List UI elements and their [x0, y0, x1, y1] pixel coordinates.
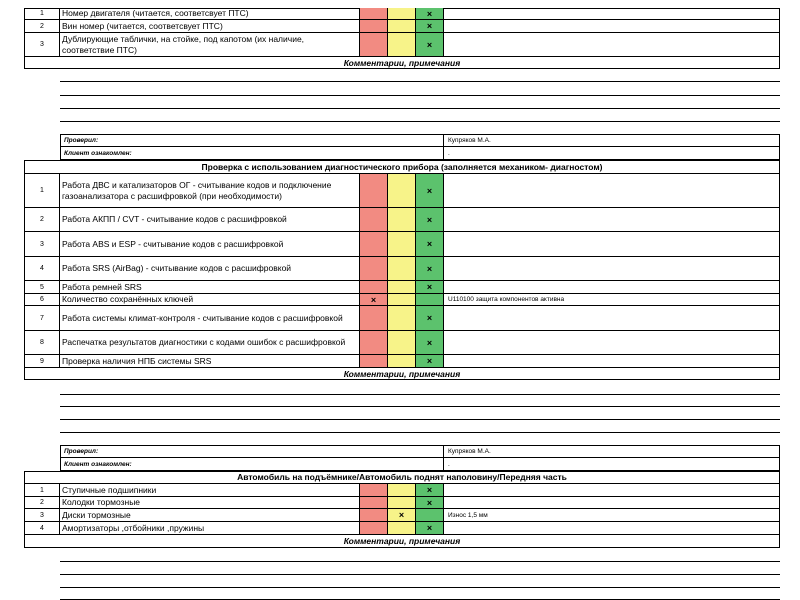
- table-row: [0, 208, 800, 232]
- row-note: [444, 174, 780, 208]
- status-green-cell[interactable]: ×: [416, 20, 444, 33]
- client-ack-label: Клиент ознакомлен:: [60, 147, 444, 160]
- row-note: [444, 522, 780, 535]
- status-red-cell[interactable]: [360, 355, 388, 368]
- row-number: 2: [24, 208, 60, 232]
- comment-line[interactable]: [60, 432, 780, 446]
- status-green-cell[interactable]: ×: [416, 232, 444, 257]
- status-green-cell[interactable]: ×: [416, 522, 444, 535]
- status-green-cell[interactable]: ×: [416, 497, 444, 509]
- status-green-cell[interactable]: ×: [416, 33, 444, 57]
- table-row: [0, 174, 800, 208]
- row-note: [444, 208, 780, 232]
- table-row: [0, 484, 800, 497]
- comment-line[interactable]: [60, 406, 780, 420]
- section-title-diagnostics: Проверка с использованием диагностического прибора (заполняется механиком- диагностом): [24, 160, 780, 174]
- status-yellow-cell[interactable]: [388, 331, 416, 355]
- comment-line[interactable]: [60, 548, 780, 562]
- status-yellow-cell[interactable]: [388, 174, 416, 208]
- comment-line[interactable]: [60, 121, 780, 135]
- status-yellow-cell[interactable]: [388, 8, 416, 20]
- status-yellow-cell[interactable]: [388, 294, 416, 306]
- row-number: 2: [24, 497, 60, 509]
- status-green-cell[interactable]: ×: [416, 174, 444, 208]
- table-row: [0, 8, 800, 20]
- client-ack-row: [0, 458, 800, 471]
- comments-header-row: [0, 57, 800, 69]
- comment-line[interactable]: [60, 95, 780, 109]
- status-red-cell[interactable]: [360, 484, 388, 497]
- status-green-cell[interactable]: ×: [416, 208, 444, 232]
- row-description: Амортизаторы ,отбойники ,пружины: [60, 522, 360, 535]
- row-description: Работа АКПП / CVT - считывание кодов с расшифровкой: [60, 208, 360, 232]
- row-number: 8: [24, 331, 60, 355]
- status-green-cell[interactable]: ×: [416, 306, 444, 331]
- status-green-cell[interactable]: [416, 509, 444, 522]
- checked-by-label: Проверил:: [60, 134, 444, 147]
- row-number: 1: [24, 8, 60, 20]
- row-number: 3: [24, 33, 60, 57]
- status-green-cell[interactable]: [416, 294, 444, 306]
- status-green-cell[interactable]: ×: [416, 355, 444, 368]
- status-yellow-cell[interactable]: [388, 33, 416, 57]
- row-note: U110100 защита компонентов активна: [444, 294, 780, 306]
- row-description: Работа SRS (AirBag) - считывание кодов с расшифровкой: [60, 257, 360, 281]
- row-description: Работа ремней SRS: [60, 281, 360, 294]
- row-number: 2: [24, 20, 60, 33]
- status-red-cell[interactable]: [360, 232, 388, 257]
- status-green-cell[interactable]: ×: [416, 484, 444, 497]
- row-number: 3: [24, 509, 60, 522]
- status-red-cell[interactable]: [360, 208, 388, 232]
- row-description: Распечатка результатов диагностики с кодами ошибок с расшифровкой: [60, 331, 360, 355]
- status-yellow-cell[interactable]: [388, 208, 416, 232]
- row-description: Количество сохранённых ключей: [60, 294, 360, 306]
- status-yellow-cell[interactable]: ×: [388, 509, 416, 522]
- status-red-cell[interactable]: [360, 281, 388, 294]
- client-ack-label: Клиент ознакомлен:: [60, 458, 444, 471]
- status-yellow-cell[interactable]: [388, 257, 416, 281]
- comment-line[interactable]: [60, 574, 780, 588]
- client-ack-row: [0, 147, 800, 160]
- checked-by-row: [0, 445, 800, 458]
- section-title-lift: Автомобиль на подъёмнике/Автомобиль поднят наполовину/Передняя часть: [24, 471, 780, 484]
- table-row: [0, 33, 800, 57]
- status-yellow-cell[interactable]: [388, 497, 416, 509]
- comment-line[interactable]: [60, 108, 780, 122]
- row-description: Вин номер (читается, соответсвует ПТС): [60, 20, 360, 33]
- comments-header-row: [0, 368, 800, 380]
- row-description: Работа ABS и ESP - считывание кодов с расшифровкой: [60, 232, 360, 257]
- status-red-cell[interactable]: [360, 331, 388, 355]
- row-number: 9: [24, 355, 60, 368]
- client-ack-value[interactable]: .: [444, 458, 780, 471]
- status-red-cell[interactable]: [360, 33, 388, 57]
- status-green-cell[interactable]: ×: [416, 331, 444, 355]
- status-green-cell[interactable]: ×: [416, 8, 444, 20]
- row-description: Ступичные подшипники: [60, 484, 360, 497]
- status-red-cell[interactable]: ×: [360, 294, 388, 306]
- status-red-cell[interactable]: [360, 174, 388, 208]
- table-row: [0, 522, 800, 535]
- table-row: [0, 497, 800, 509]
- row-note: [444, 306, 780, 331]
- checked-by-row: [0, 134, 800, 147]
- status-yellow-cell[interactable]: [388, 306, 416, 331]
- row-description: Проверка наличия НПБ системы SRS: [60, 355, 360, 368]
- status-yellow-cell[interactable]: [388, 20, 416, 33]
- row-note: [444, 257, 780, 281]
- row-description: Работа системы климат-контроля - считывание кодов с расшифровкой: [60, 306, 360, 331]
- status-yellow-cell[interactable]: [388, 522, 416, 535]
- row-number: 4: [24, 522, 60, 535]
- comments-header: Комментарии, примечания: [24, 57, 780, 69]
- row-description: Работа ДВС и катализаторов ОГ - считывание кодов и подключение газоанализатора с расшифровкой (при необходимости): [60, 174, 360, 208]
- comment-line[interactable]: [60, 380, 780, 395]
- row-note: Износ 1,5 мм: [444, 509, 780, 522]
- status-red-cell[interactable]: [360, 306, 388, 331]
- status-red-cell[interactable]: [360, 497, 388, 509]
- status-yellow-cell[interactable]: [388, 232, 416, 257]
- status-red-cell[interactable]: [360, 509, 388, 522]
- section-header-row: [0, 471, 800, 484]
- comment-line[interactable]: [60, 81, 780, 96]
- row-note: [444, 331, 780, 355]
- table-row: [0, 509, 800, 522]
- table-row: [0, 257, 800, 281]
- table-row: [0, 331, 800, 355]
- status-green-cell[interactable]: ×: [416, 281, 444, 294]
- status-red-cell[interactable]: [360, 522, 388, 535]
- checked-by-label: Проверил:: [60, 445, 444, 458]
- row-note: [444, 8, 780, 20]
- client-ack-value[interactable]: .: [444, 147, 780, 160]
- row-number: 4: [24, 257, 60, 281]
- comment-line[interactable]: [60, 587, 780, 600]
- comments-header: Комментарии, примечания: [24, 368, 780, 380]
- status-yellow-cell[interactable]: [388, 355, 416, 368]
- row-number: 1: [24, 484, 60, 497]
- table-row: [0, 281, 800, 294]
- row-note: [444, 232, 780, 257]
- comment-line[interactable]: [60, 561, 780, 575]
- checked-by-value[interactable]: Купряков М.А.: [444, 134, 780, 147]
- row-description: Диски тормозные: [60, 509, 360, 522]
- row-number: 5: [24, 281, 60, 294]
- comment-line[interactable]: [60, 419, 780, 433]
- comments-header-row: [0, 535, 800, 548]
- row-note: [444, 33, 780, 57]
- comments-header: Комментарии, примечания: [24, 535, 780, 548]
- status-yellow-cell[interactable]: [388, 281, 416, 294]
- status-red-cell[interactable]: [360, 257, 388, 281]
- table-row: [0, 355, 800, 368]
- table-row: [0, 306, 800, 331]
- checked-by-value[interactable]: Купряков М.А.: [444, 445, 780, 458]
- row-note: [444, 497, 780, 509]
- row-note: [444, 484, 780, 497]
- status-red-cell[interactable]: [360, 20, 388, 33]
- row-note: [444, 281, 780, 294]
- row-number: 7: [24, 306, 60, 331]
- status-yellow-cell[interactable]: [388, 484, 416, 497]
- row-description: Дублирующие таблички, на стойке, под капотом (их наличие, соответствие ПТС): [60, 33, 360, 57]
- row-description: Номер двигателя (читается, соответсвует ПТС): [60, 8, 360, 20]
- status-green-cell[interactable]: ×: [416, 257, 444, 281]
- row-number: 1: [24, 174, 60, 208]
- table-row: [0, 20, 800, 33]
- section-header-row: [0, 160, 800, 174]
- table-row: [0, 232, 800, 257]
- row-number: 3: [24, 232, 60, 257]
- row-note: [444, 20, 780, 33]
- status-red-cell[interactable]: [360, 8, 388, 20]
- row-description: Колодки тормозные: [60, 497, 360, 509]
- table-row: [0, 294, 800, 306]
- row-number: 6: [24, 294, 60, 306]
- row-note: [444, 355, 780, 368]
